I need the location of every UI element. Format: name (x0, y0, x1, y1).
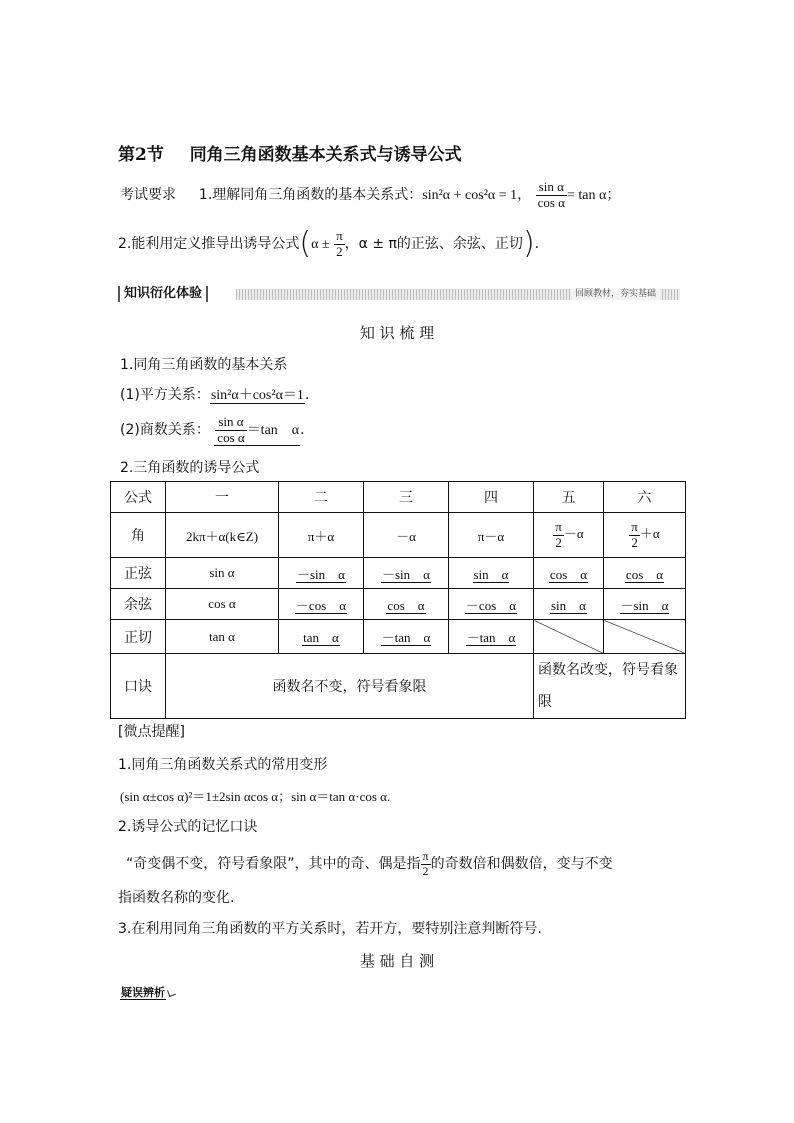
square-relation (120, 384, 309, 404)
requirements-line-2 (118, 224, 539, 264)
answer: －tan α (381, 630, 431, 645)
header-cell: 四 (449, 482, 534, 513)
quotient-value: ＝tan α (246, 423, 300, 438)
tip-2-title: 2.诱导公式的记忆口诀 (118, 819, 258, 835)
table-angle-row (111, 513, 686, 558)
tip-3: 3.在利用同角三角函数的平方关系时，若开方，要特别注意判断符号. (118, 921, 542, 937)
tip-2-line-2: 指函数名称的变化. (118, 890, 235, 906)
answer: cos α (549, 566, 588, 582)
separator: ， (517, 187, 532, 203)
table-cell (604, 589, 686, 620)
quotient-numerator: sin α (215, 415, 246, 430)
mnemonic-left: 函数名不变，符号看象限 (166, 654, 534, 719)
error-analysis-text: 疑误辨析 (121, 986, 165, 999)
requirement-2-text: 2.能利用定义推导出诱导公式 (118, 236, 300, 252)
angle-6-fraction (629, 520, 640, 550)
answer: sin α (551, 597, 586, 613)
tips-label: [微点提醒] (118, 724, 185, 740)
square-relation-end: . (304, 387, 310, 403)
angle-5-rest: －α (563, 525, 584, 541)
angle-cell: －α (364, 513, 449, 558)
row-label: 正切 (111, 620, 166, 654)
fraction-denominator: 2 (631, 534, 638, 550)
tip-2-text-b: 的奇数倍和偶数倍，变与不变 (430, 856, 613, 872)
identity-1: sin²α + cos²α = 1 (422, 188, 518, 203)
answer: －sin α (382, 566, 430, 582)
alpha-pm: α ± (311, 237, 330, 252)
requirement-1-end: ； (606, 187, 621, 203)
table-cell (279, 589, 364, 620)
header-cell: 二 (279, 482, 364, 513)
answer: sin α (473, 566, 509, 582)
fraction-numerator: π (422, 849, 429, 864)
fraction-numerator: π (555, 519, 562, 535)
answer: tan α (303, 630, 339, 645)
ratio-denominator: cos α (537, 194, 565, 210)
angle-cell: π－α (449, 513, 534, 558)
banner-label: 知识衍化体验 (118, 286, 208, 302)
two-denominator: 2 (336, 243, 343, 259)
quotient-relation (120, 410, 305, 450)
ratio-rhs: = tan α (566, 188, 607, 203)
tip-2-line-1 (126, 844, 613, 884)
tip-1-formula: (sin α±cos α)²＝1±2sin αcos α；sin α＝tan α·cos α. (120, 789, 391, 804)
answer: －tan α (466, 630, 516, 645)
row-label: 口诀 (111, 654, 166, 719)
basic-test-heading: 基 础 自 测 (359, 952, 435, 970)
ratio-fraction (536, 180, 567, 210)
answer: －cos α (465, 597, 517, 613)
right-paren: ) (522, 226, 535, 261)
fraction-denominator: 2 (555, 534, 562, 550)
quotient-relation-label: (2)商数关系： (120, 422, 210, 438)
answer: －sin α (297, 566, 345, 582)
knowledge-banner (118, 286, 680, 302)
table-cell (364, 558, 449, 589)
quotient-fraction (215, 415, 246, 445)
table-cell: tan α (166, 620, 279, 654)
table-cell: sin α (166, 558, 279, 589)
table-cell: cos α (166, 589, 279, 620)
requirements-line-1 (120, 178, 620, 212)
angle-cell (534, 513, 604, 558)
section-heading: 同角三角函数基本关系式与诱导公式 (189, 145, 462, 165)
row-label: 余弦 (111, 589, 166, 620)
table-sine-row (111, 558, 686, 589)
angle-cell (604, 513, 686, 558)
square-relation-label: (1)平方关系： (120, 387, 210, 403)
table-cell (364, 620, 449, 654)
error-analysis-label (120, 984, 175, 1000)
quotient-denominator: cos α (217, 429, 245, 445)
pi-over-two (334, 229, 345, 259)
answer: －sin α (620, 597, 669, 613)
angle-cell: 2kπ＋α(k∈Z) (166, 513, 279, 558)
requirements-label: 考试要求 (120, 187, 176, 203)
quotient-relation-end: . (300, 422, 305, 438)
table-tangent-row (111, 620, 686, 654)
square-relation-value: sin²α＋cos²α＝1 (210, 388, 304, 403)
induction-table (110, 481, 686, 719)
header-cell: 三 (364, 482, 449, 513)
tip-1-title: 1.同角三角函数关系式的常用变形 (118, 757, 328, 773)
section-1-title: 1.同角三角函数的基本关系 (120, 357, 288, 373)
requirement-2-end: . (534, 236, 540, 252)
table-header-row (111, 482, 686, 513)
comma: ， (344, 236, 359, 252)
angle-5-fraction (553, 520, 564, 550)
pi-numerator: π (336, 228, 343, 244)
empty-diagonal-cell (534, 620, 604, 654)
answer: cos α (387, 597, 425, 613)
fraction-numerator: π (631, 519, 638, 535)
table-cell (279, 558, 364, 589)
table-cell (449, 620, 534, 654)
header-cell: 一 (166, 482, 279, 513)
angle-cell: π＋α (279, 513, 364, 558)
tag-icon (167, 988, 176, 997)
angle-6-rest: ＋α (639, 525, 660, 541)
empty-diagonal-cell (604, 620, 686, 654)
answer: cos α (625, 566, 664, 582)
ratio-numerator: sin α (536, 180, 567, 195)
section-2-title: 2.三角函数的诱导公式 (120, 460, 260, 476)
row-label: 角 (111, 513, 166, 558)
row-label: 正弦 (111, 558, 166, 589)
header-cell: 五 (534, 482, 604, 513)
section-number: 第2节 (118, 145, 164, 165)
requirement-1-text: 1.理解同角三角函数的基本关系式： (198, 187, 423, 203)
left-paren: ( (299, 226, 312, 261)
table-cosine-row (111, 589, 686, 620)
table-cell (364, 589, 449, 620)
table-cell (449, 558, 534, 589)
tip-2-text-a: “奇变偶不变，符号看象限”，其中的奇、偶是指 (126, 856, 421, 872)
table-cell (534, 558, 604, 589)
section-title (118, 140, 462, 165)
banner-hint: 回顾教材，夯实基础 (571, 289, 660, 300)
answer: －cos α (295, 597, 347, 613)
quotient-relation-answer (214, 415, 300, 446)
table-mnemonic-row (111, 654, 686, 719)
requirement-2-rest: α ± π的正弦、余弦、正切 (358, 236, 523, 252)
fraction-denominator: 2 (422, 863, 429, 878)
header-cell: 六 (604, 482, 686, 513)
table-cell (604, 558, 686, 589)
table-cell (534, 589, 604, 620)
mnemonic-right: 函数名改变，符号看象限 (534, 654, 686, 719)
table-cell (279, 620, 364, 654)
tip-2-fraction (421, 850, 431, 877)
knowledge-heading: 知 识 梳 理 (359, 324, 435, 342)
header-cell: 公式 (111, 482, 166, 513)
table-cell (449, 589, 534, 620)
